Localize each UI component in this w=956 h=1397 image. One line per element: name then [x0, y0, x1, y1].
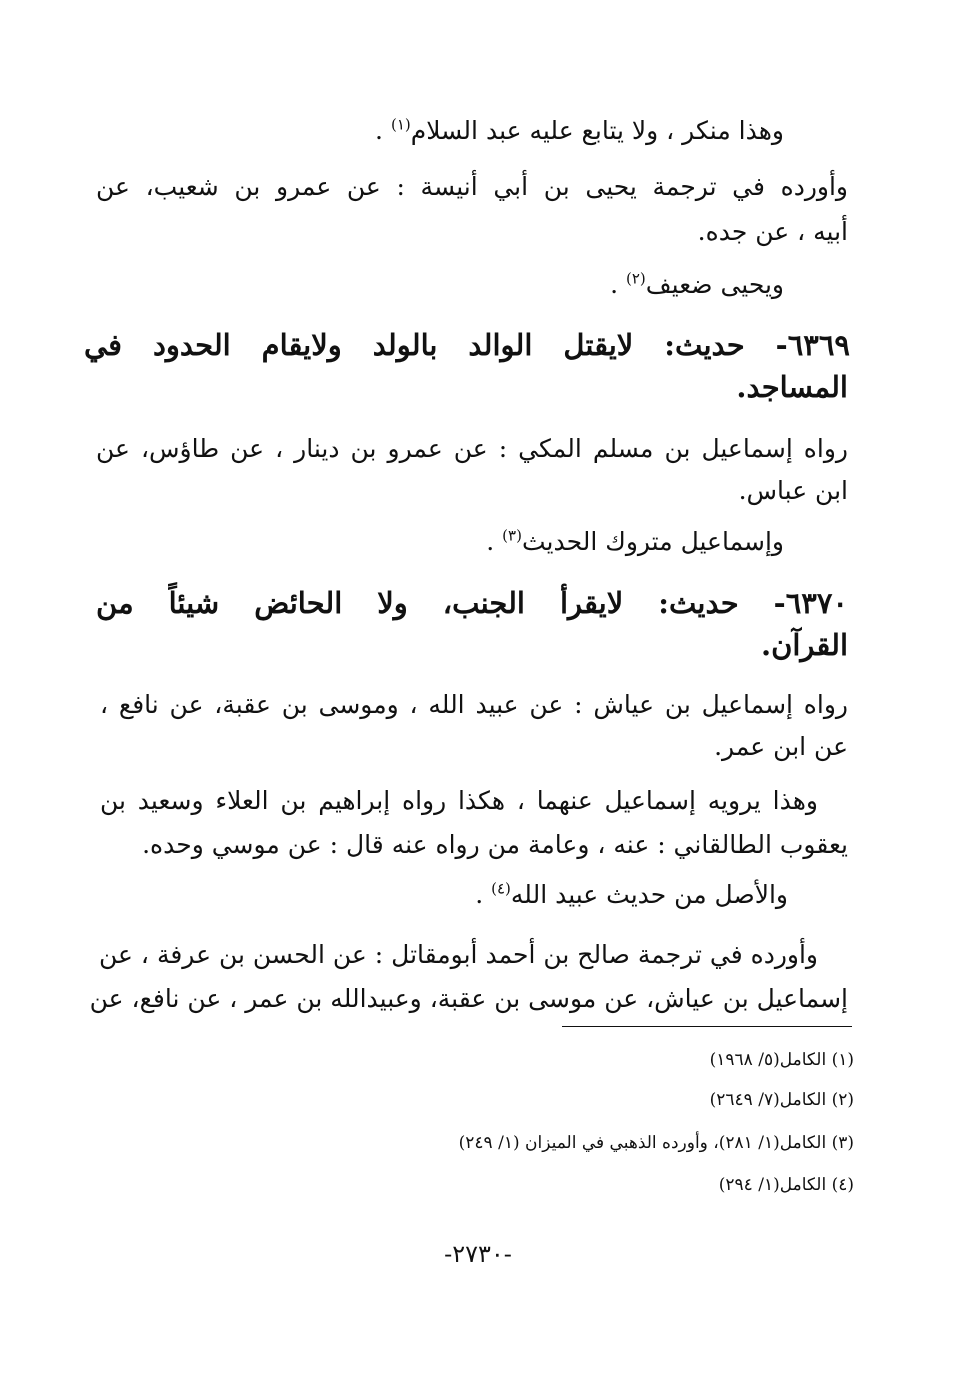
hadith-heading-6370-cont: القرآن. — [760, 628, 848, 662]
footnote-ref: (٤) — [491, 879, 511, 898]
text-line: رواه إسماعيل بن مسلم المكي : عن عمرو بن دينار ، عن طاؤس، عن — [96, 434, 848, 463]
text-line: والأصل من حديث عبيد الله$^{(٤)}$ . — [475, 879, 788, 909]
footnote-1: (١) الكامل(٥/ ١٩٦٨) — [709, 1050, 854, 1070]
text-line: يعقوب الطالقاني : عنه ، وعامة من رواه عنه قال : عن موسي وحده. — [142, 830, 848, 859]
text-line: أبيه ، عن جده. — [697, 217, 848, 246]
text-line: رواه إسماعيل بن عياش : عن عبيد الله ، وموسى بن عقبة، عن نافع ، — [100, 690, 848, 719]
footnote-ref: (٣) — [502, 526, 522, 545]
text-line: وأورده في ترجمة يحيى بن أبي أنيسة : عن عمرو بن شعيب، عن — [96, 172, 848, 201]
text-line: وهذا منكر ، ولا يتابع عليه عبد السلام$^{(١)}$ . — [375, 115, 784, 145]
footnote-4: (٤) الكامل(١/ ٢٩٤) — [718, 1175, 854, 1195]
text-line: عن ابن عمر. — [714, 732, 848, 761]
text-line: إسماعيل بن عياش، عن موسى بن عقبة، وعبيدالله بن عمر ، عن نافع، عن — [89, 984, 848, 1013]
text-line: وهذا يرويه إسماعيل عنهما ، هكذا رواه إبراهيم بن العلاء وسعيد بن — [100, 786, 818, 815]
footnote-2: (٢) الكامل(٧/ ٢٦٤٩) — [709, 1090, 854, 1110]
page-number: -٢٧٣٠- — [444, 1240, 512, 1268]
footnote-ref: (٢) — [626, 269, 646, 288]
text-line: ويحيى ضعيف$^{(٢)}$ . — [610, 269, 784, 299]
hadith-heading-6369: ٦٣٦٩- حديث: لايقتل الوالد بالولد ولايقام الحدود في — [84, 328, 850, 362]
text-line: ابن عباس. — [738, 476, 848, 505]
footnote-3: (٣) الكامل(١/ ٢٨١)، وأورده الذهبي في الميزان (١/ ٢٤٩) — [458, 1133, 854, 1153]
hadith-heading-6370: ٦٣٧٠- حديث: لايقرأ الجنب، ولا الحائض شيئاً من — [96, 586, 848, 620]
hadith-heading-6369-cont: المساجد. — [736, 370, 848, 404]
footnote-ref: (١) — [390, 115, 411, 134]
footnote-separator — [562, 1026, 852, 1027]
text-line: وإسماعيل متروك الحديث$^{(٣)}$ . — [486, 526, 784, 556]
text-line: وأورده في ترجمة صالح بن أحمد أبومقاتل : عن الحسن بن عرفة ، عن — [99, 940, 818, 969]
